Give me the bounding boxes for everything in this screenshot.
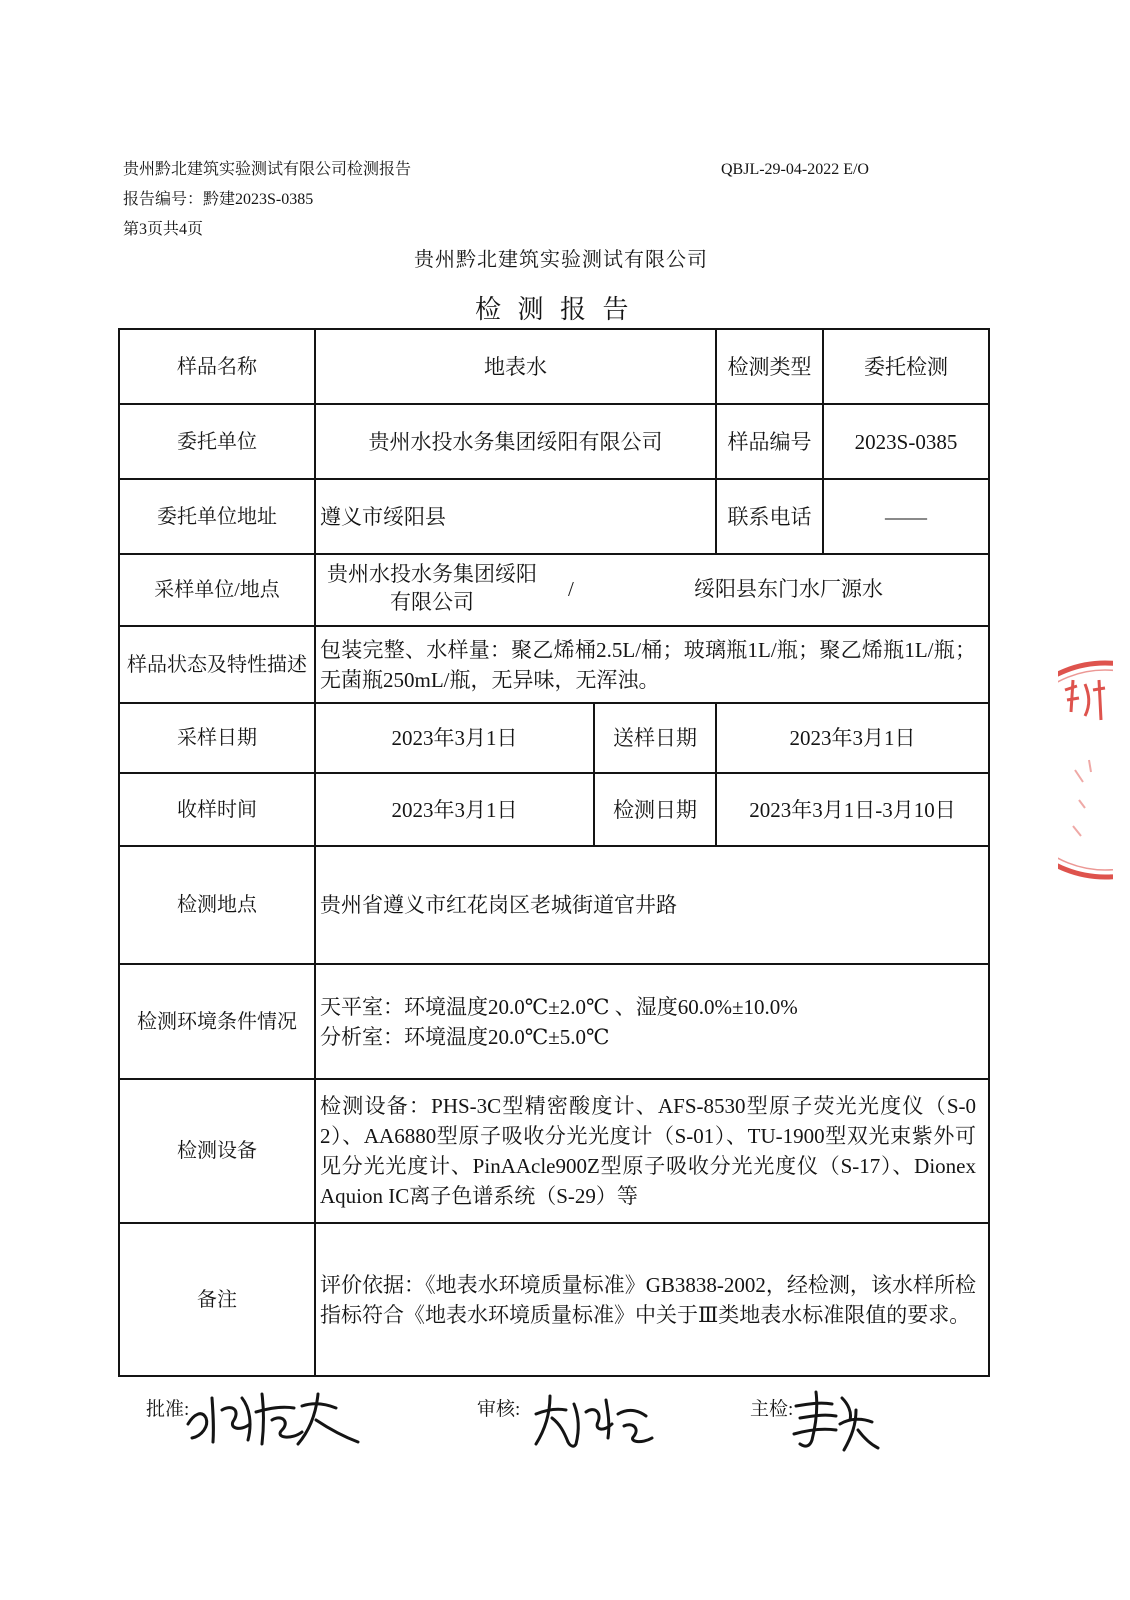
reviewer-signature (528, 1384, 658, 1452)
environment-balance-room: 天平室：环境温度20.0℃±2.0℃ 、湿度60.0%±10.0% (320, 994, 798, 1019)
row-remarks (119, 1223, 989, 1376)
remarks-value: 评价依据：《地表水环境质量标准》GB3838-2002，经检测，该水样所检指标符合《地表水环境质量标准》中关于Ⅲ类地表水标准限值的要求。 (315, 1223, 989, 1376)
report-number: 报告编号：黔建2023S-0385 (123, 191, 314, 208)
delivery-date-value: 2023年3月1日 (716, 703, 989, 773)
row-client (119, 404, 989, 479)
remarks-label: 备注 (119, 1223, 315, 1376)
inspector-signature (786, 1384, 882, 1454)
form-code: QBJL-29-04-2022 E/O (721, 161, 869, 178)
environment-analysis-room: 分析室：环境温度20.0℃±5.0℃ (320, 1024, 610, 1049)
sample-condition-label: 样品状态及特性描述 (119, 626, 315, 703)
contact-phone-value: —— (823, 479, 989, 554)
row-client-address (119, 479, 989, 554)
client-value: 贵州水投水务集团绥阳有限公司 (315, 404, 716, 479)
sample-number-value: 2023S-0385 (823, 404, 989, 479)
sampling-date-value: 2023年3月1日 (315, 703, 594, 773)
sample-condition-value: 包装完整、水样量：聚乙烯桶2.5L/桶；玻璃瓶1L/瓶；聚乙烯瓶1L/瓶；无菌瓶250mL/瓶，无异味，无浑浊。 (315, 626, 989, 703)
row-sampling-date (119, 703, 989, 773)
sample-name-value: 地表水 (315, 329, 716, 404)
test-location-label: 检测地点 (119, 846, 315, 964)
test-date-value: 2023年3月1日-3月10日 (716, 773, 989, 846)
sampling-site: 绥阳县东门水厂源水 (694, 577, 883, 601)
approved-label: 批准: (146, 1399, 190, 1420)
sampling-unit-line2: 有限公司 (390, 590, 474, 614)
row-environment (119, 964, 989, 1079)
test-type-label: 检测类型 (716, 329, 823, 404)
seal-stamp (1055, 650, 1115, 890)
client-address-label: 委托单位地址 (119, 479, 315, 554)
row-test-location (119, 846, 989, 964)
environment-label: 检测环境条件情况 (119, 964, 315, 1079)
client-label: 委托单位 (119, 404, 315, 479)
contact-phone-label: 联系电话 (716, 479, 823, 554)
sampling-unit (320, 560, 544, 616)
equipment-label: 检测设备 (119, 1079, 315, 1223)
sample-number-label: 样品编号 (716, 404, 823, 479)
company-name: 贵州黔北建筑实验测试有限公司 (414, 249, 708, 271)
report-heading: 贵州黔北建筑实验测试有限公司检测报告 (123, 161, 412, 178)
delivery-date-label: 送样日期 (594, 703, 716, 773)
equipment-value: 检测设备：PHS-3C型精密酸度计、AFS-8530型原子荧光光度仪（S-02）、AA6880型原子吸收分光光度计（S-01）、TU-1900型双光束紫外可见分光光度计、PinAAcle900Z型原子吸收分光光度仪（S-17）、Dionex Aquion IC离子色谱系统（S-29）等 (315, 1079, 989, 1223)
row-equipment (119, 1079, 989, 1223)
sample-name-label: 样品名称 (119, 329, 315, 404)
sampling-unit-site-value (315, 554, 989, 626)
sampling-wrapper (316, 555, 988, 625)
row-sample-name (119, 329, 989, 404)
page-title: 检 测 报 告 (475, 295, 634, 324)
client-address-value: 遵义市绥阳县 (315, 479, 716, 554)
sampling-unit-line1: 贵州水投水务集团绥阳 (327, 562, 537, 586)
page-info: 第3页共4页 (123, 221, 204, 238)
test-location-value: 贵州省遵义市红花岗区老城街道官井路 (315, 846, 989, 964)
row-sampling-unit-site (119, 554, 989, 626)
sampling-separator: / (568, 577, 574, 601)
row-receipt-time (119, 773, 989, 846)
approver-signature (178, 1380, 363, 1452)
sampling-date-label: 采样日期 (119, 703, 315, 773)
inspector-label: 主检: (750, 1399, 794, 1420)
test-type-value: 委托检测 (823, 329, 989, 404)
test-date-label: 检测日期 (594, 773, 716, 846)
receipt-time-value: 2023年3月1日 (315, 773, 594, 846)
receipt-time-label: 收样时间 (119, 773, 315, 846)
row-sample-condition (119, 626, 989, 703)
reviewed-label: 审核: (477, 1399, 521, 1420)
report-table (118, 328, 990, 1377)
environment-value (315, 964, 989, 1079)
sampling-unit-site-label: 采样单位/地点 (119, 554, 315, 626)
